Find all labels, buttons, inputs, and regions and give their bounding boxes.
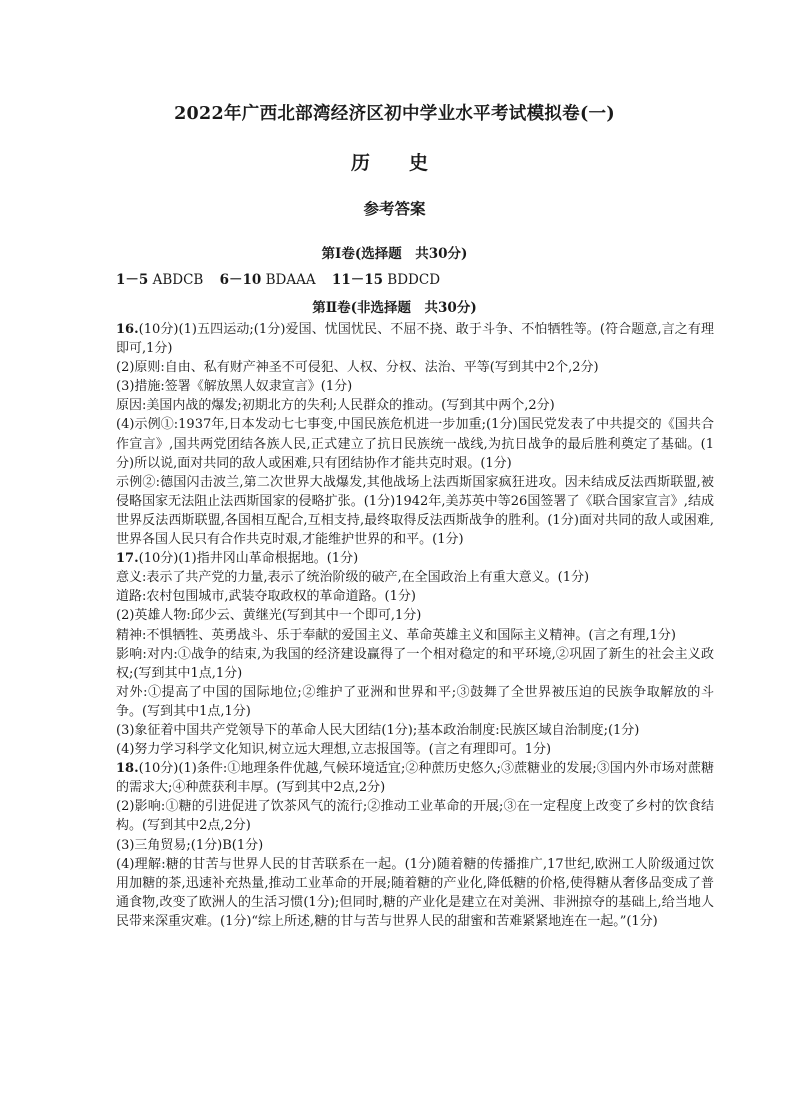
q17-line: 对外:①提高了中国的国际地位;②维护了亚洲和世界和平;③鼓舞了全世界被压迫的民族争取解放的斗争。(写到其中1点,1分) xyxy=(116,684,714,719)
subject-title: 历 史 xyxy=(350,152,438,174)
q18-line: (4)理解:糖的甘苦与世界人民的甘苦联系在一起。(1分)随着糖的传播推广,17世纪,欧洲工人阶级通过饮用加糖的茶,迅速补充热量,推动工业革命的开展;随着糖的产业化,降低糖的价格,使得糖从奢侈品变成了普通食物,改变了欧洲人的生活习惯(1分);但同时,糖的产业化是建立在对美洲、非洲掠夺的基础上,给当地人民带来深重灾难。(1分)“综上所述,糖的甘与苦与世界人民的甜蜜和苦难紧紧地连在一起。”(1分) xyxy=(116,856,714,929)
q16-line: (3)措施:签署《解放黑人奴隶宣言》(1分) xyxy=(116,379,353,395)
q17-line: 意义:表示了共产党的力量,表示了统治阶级的破产,在全国政治上有重大意义。(1分) xyxy=(116,570,590,586)
q16-line: 原因:美国内战的爆发;初期北方的失利;人民群众的推动。(写到其中两个,2分) xyxy=(116,398,555,414)
mc-range: 6－10 xyxy=(219,272,262,288)
q16-line: 示例②:德国闪击波兰,第二次世界大战爆发,其他战场上法西斯国家疯狂进攻。因未结成反法西斯联盟,被侵略国家无法阻止法西斯国家的侵略扩张。(1分)1942年,美苏英中等26国签署了《联合国家宣言》,结成世界反法西斯联盟,各国相互配合,互相支持,最终取得反法西斯战争的胜利。(1分)面对共同的敌人或困难,世界各国人民只有合作共克时艰,才能维护世界的和平。(1分) xyxy=(116,474,714,548)
q17-line: (2)英雄人物:邱少云、黄继光(写到其中一个即可,1分) xyxy=(116,608,422,624)
answer-heading: 参考答案 xyxy=(363,199,426,218)
answer-text: (10分)(1)条件:①地理条件优越,气候环境适宜;②种蔗历史悠久;③蔗糖业的发展;③国内外市场对蔗糖的需求大;④种蔗获利丰厚。(写到其中2点,2分) xyxy=(116,761,714,796)
q17-line xyxy=(116,549,714,568)
q17-line: (3)象征着中国共产党领导下的革命人民大团结(1分);基本政治制度:民族区域自治制度;(1分) xyxy=(116,722,640,738)
answer-text: (10分)(1)指井冈山革命根据地。(1分) xyxy=(138,551,359,567)
q18-line: (3)三角贸易;(1分)B(1分) xyxy=(116,837,264,853)
q17-line: 精神:不惧牺牲、英勇战斗、乐于奉献的爱国主义、革命英雄主义和国际主义精神。(言之有理,1分) xyxy=(116,627,676,643)
section1-heading: 第Ⅰ卷(选择题 共30分) xyxy=(321,246,468,262)
q18-line xyxy=(116,759,714,797)
section2-heading: 第Ⅱ卷(非选择题 共30分) xyxy=(312,300,477,316)
q18-line: (2)影响:①糖的引进促进了饮茶风气的流行;②推动工业革命的开展;③在一定程度上改变了乡村的饮食结构。(写到其中2点,2分) xyxy=(116,799,714,834)
question-number: 17. xyxy=(116,551,139,567)
q17-line: 道路:农村包围城市,武装夺取政权的革命道路。(1分) xyxy=(116,589,416,605)
mc-range: 1－5 xyxy=(116,272,149,288)
answer-body xyxy=(116,320,714,931)
mc-value: ABDCB xyxy=(152,272,204,288)
multiple-choice-answers xyxy=(116,268,452,288)
q16-line: (4)示例①:1937年,日本发动七七事变,中国民族危机进一步加重;(1分)国民党发表了中共提交的《国共合作宣言》,国共两党团结各族人民,正式建立了抗日民族统一战线,为抗日战争的最后胜利奠定了基础。(1分)所以说,面对共同的敌人或困难,只有团结协作才能共克时艰。(1分) xyxy=(116,417,714,471)
mc-range: 11－15 xyxy=(331,272,383,288)
mc-value: BDAAA xyxy=(265,272,316,288)
q17-line: 影响:对内:①战争的结束,为我国的经济建设赢得了一个相对稳定的和平环境,②巩固了新生的社会主义政权;(写到其中1点,1分) xyxy=(116,646,714,681)
q16-line xyxy=(116,320,714,358)
q16-line: (2)原则:自由、私有财产神圣不可侵犯、人权、分权、法治、平等(写到其中2个,2分) xyxy=(116,360,599,376)
answer-text: (10分)(1)五四运动;(1分)爱国、忧国忧民、不屈不挠、敢于斗争、不怕牺牲等。(符合题意,言之有理即可,1分) xyxy=(116,322,714,357)
page-title: 2022年广西北部湾经济区初中学业水平考试模拟卷(一) xyxy=(174,104,615,124)
question-number: 16. xyxy=(116,322,139,337)
question-number: 18. xyxy=(116,761,139,777)
q17-line: (4)努力学习科学文化知识,树立远大理想,立志报国等。(言之有理即可。1分) xyxy=(116,742,552,758)
mc-value: BDDCD xyxy=(387,272,441,288)
